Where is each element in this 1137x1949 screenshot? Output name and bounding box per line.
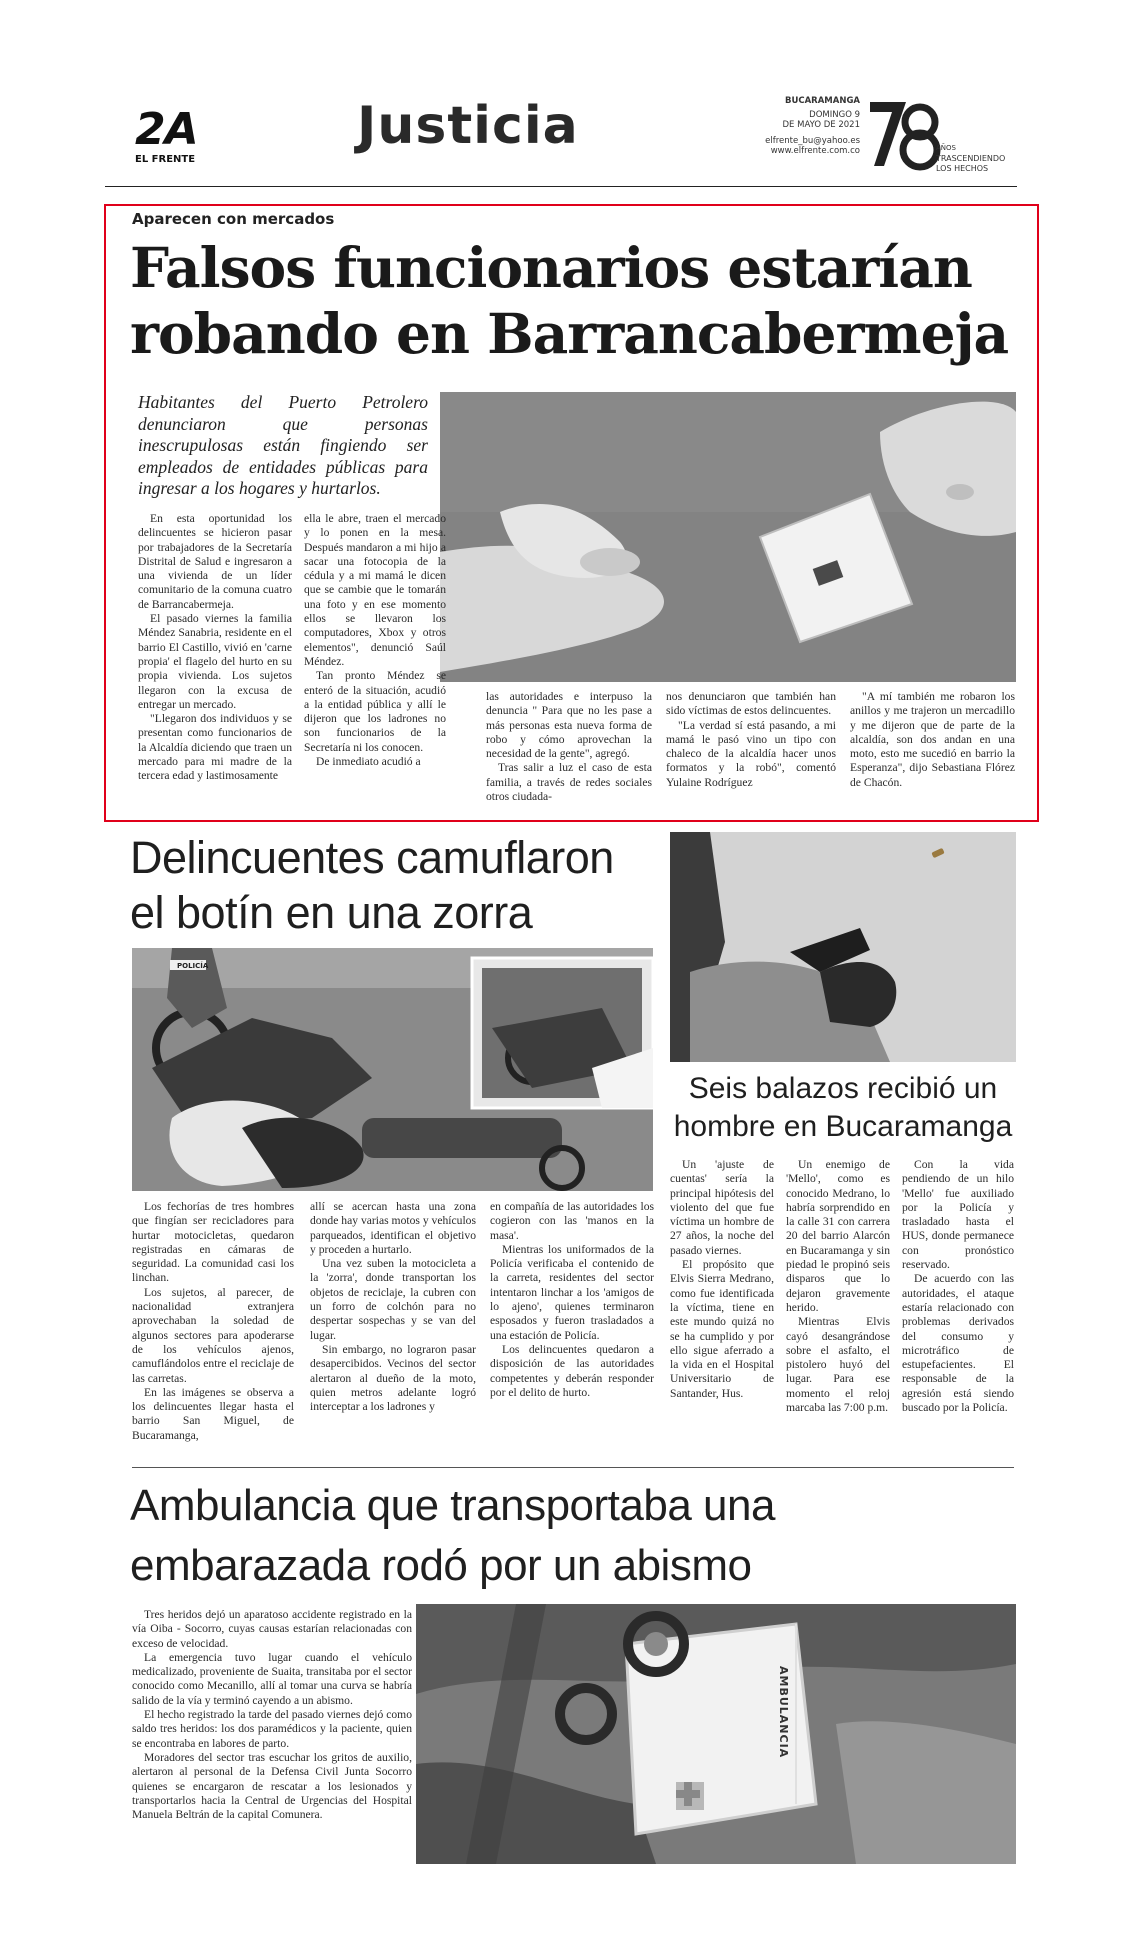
lead-headline-1: Falsos funcionarios estarían <box>130 235 972 300</box>
balazos-column-3 <box>902 1158 1014 1458</box>
balazos-column-1 <box>670 1158 774 1458</box>
balazos-headline-2: hombre en Bucaramanga <box>673 1110 1013 1143</box>
masthead-date-1: DOMINGO 9 <box>809 110 860 120</box>
paper-name: EL FRENTE <box>135 154 196 165</box>
balazos-col2-p1: Un enemigo de 'Mello', como es conocido Medrano, lo habría sorprendido en la calle 31 con carrera 20 del barrio Alarcón en Bucaramanga y sin piedad le propinó seis disparos que lo dejaron gravemente herido. <box>786 1158 890 1314</box>
zorra-photo <box>132 948 653 1191</box>
ambulance-vehicle-text: AMBULANCIA <box>777 1666 790 1759</box>
lead-headline-2: robando en Barrancabermeja <box>130 301 1009 366</box>
balazos-photo-art <box>670 832 1016 1062</box>
section-rule <box>132 1467 1014 1468</box>
lead-col3-p2: Tras salir a luz el caso de esta familia, a través de redes sociales otros ciudada- <box>486 761 652 804</box>
zorra-col1-p1: Los fechorías de tres hombres que fingían ser recicladores para hurtar motocicletas, quedaron registradas en cámaras de seguridad. La comunidad casi los linchan. <box>132 1200 294 1285</box>
zorra-column-3 <box>490 1200 654 1440</box>
lead-column-2 <box>304 512 446 812</box>
masthead-website: www.elfrente.com.co <box>770 146 860 156</box>
section-title: Justicia <box>357 96 579 156</box>
balazos-headline <box>668 1070 1018 1146</box>
balazos-col3-p2: De acuerdo con las autoridades, el ataque estaría relacionado con problemas derivados del consumo y microtráfico de estupefacientes. El responsable de la agresión está siendo buscado por la Policía. <box>902 1272 1014 1415</box>
masthead-city: BUCARAMANGA <box>784 96 860 106</box>
masthead-date-2: DE MAYO DE 2021 <box>782 120 860 130</box>
balazos-col2-p2: Mientras Elvis cayó desangrándose sobre el asfalto, el pistolero huyó del lugar. Para ese momento el reloj marcaba las 7:00 p.m. <box>786 1315 890 1415</box>
lead-deck: Habitantes del Puerto Petrolero denunciaron que personas inescrupulosas están fingiendo ser empleados de entidades públicas para ingresar a los hogares y hurtarlos. <box>138 392 428 498</box>
zorra-photo-label: POLICÍA <box>177 962 209 970</box>
ambulance-p3: El hecho registrado la tarde del pasado viernes dejó como saldo tres heridos: los dos paramédicos y la paciente, quien se encontraba en labores de parto. <box>132 1708 412 1750</box>
balazos-col3-p1: Con la vida pendiendo de un hilo 'Mello' fue auxiliado por la Policía y trasladado hasta el HUS, donde permanece con pronóstico reservado. <box>902 1158 1014 1272</box>
zorra-col3-p3: Los delincuentes quedaron a disposición de las autoridades competentes y deberán responder por el delito de hurto. <box>490 1342 654 1399</box>
lead-col2-p3: De inmediato acudió a <box>316 755 421 769</box>
lead-column-4 <box>666 690 836 814</box>
zorra-col1-p3: En las imágenes se observa a los delincuentes llegar hasta el barrio San Miguel, de Bucaramanga, <box>132 1385 294 1442</box>
zorra-headline <box>130 830 655 940</box>
lead-photo-art <box>440 392 1016 682</box>
lead-col5-p1: "A mí también me robaron los anillos y me trajeron un mercadillo y me dijeron que de parte de la alcaldía, son dos andan en una moto, esto me sucedió en barrio la Esperanza", dijo Sebastiana Flórez de Chacón. <box>850 690 1015 789</box>
ambulance-headline-1: Ambulancia que transportaba una <box>130 1481 775 1530</box>
balazos-column-2 <box>786 1158 890 1458</box>
anniversary-logo <box>866 96 1026 176</box>
balazos-photo <box>670 832 1016 1062</box>
lead-column-5 <box>850 690 1015 814</box>
ambulance-photo <box>416 1604 1016 1864</box>
section-number: 2A <box>135 104 198 155</box>
slogan-line-2: LOS HECHOS <box>936 164 989 173</box>
lead-col4-p1: nos denunciaron que también han sido víctimas de estos delincuentes. <box>666 690 836 718</box>
ambulance-headline <box>130 1476 1020 1596</box>
zorra-col3-p2: Mientras los uniformados de la Policía verificaba el contenido de la carreta, residentes del sector intentaron linchar a los 'amigos de lo ajeno', quienes terminaron esposados y fueron trasladados a una estación de Policía. <box>490 1242 654 1342</box>
lead-column-1 <box>138 512 292 812</box>
zorra-col3-p1: en compañía de las autoridades los cogieron con las 'manos en la masa'. <box>490 1200 654 1242</box>
zorra-col2-p2: Una vez suben la motocicleta a la 'zorra', donde transportan los objetos de reciclaje, la cubren con un forro de colchón para no despertar sospechas y se van del lugar. <box>310 1257 476 1342</box>
masthead-info <box>760 96 860 156</box>
lead-photo <box>440 392 1016 682</box>
zorra-col2-p1: allí se acercan hasta una zona donde hay varias motos y vehículos parqueados, identifican el objetivo y proceden a hurtarlo. <box>310 1200 476 1256</box>
ambulance-p4: Moradores del sector tras escuchar los gritos de auxilio, alertaron al personal de la Defensa Civil Junta Socorro quienes se encargaron de rescatar a los lesionados y transportarlos hacia la Central de Urgencias del Hospital Manuela Beltrán de la capital Comunera. <box>132 1750 412 1822</box>
zorra-headline-2: el botín en una zorra <box>130 887 533 938</box>
lead-col2-p2: Tan pronto Méndez se enteró de la situación, acudió a la entidad pública y allí le dijeron que los ladrones no son funcionarios de la Secretaría ni los conocen. <box>304 669 446 754</box>
zorra-col2-p3: Sin embargo, no lograron pasar desapercibidos. Vecinos del sector alertaron al dueño de la moto, quien metros adelante logró interceptar a los ladrones y <box>310 1342 476 1414</box>
lead-col1-p3: "Llegaron dos individuos y se presentan como funcionarios de la Alcaldía diciendo que traen un mercado para mi madre de la tercera edad y lastimosamente <box>138 712 292 783</box>
balazos-col1-p1: Un 'ajuste de cuentas' sería la principal hipótesis del violento del que fue víctima un hombre de 27 años, la noche del pasado viernes. <box>670 1158 774 1257</box>
zorra-headline-1: Delincuentes camuflaron <box>130 832 614 883</box>
lead-col1-p1: En esta oportunidad los delincuentes se hicieron pasar por trabajadores de la Secretaría Distrital de Salud e ingresaron a una vivienda de un líder comunitario de la comuna cuatro de Barrancabermeja. <box>138 512 292 611</box>
lead-kicker: Aparecen con mercados <box>132 210 335 228</box>
zorra-col1-p2: Los sujetos, al parecer, de nacionalidad extranjera aprovechaban la soledad de algunos sectores para apoderarse de los vehículos ajenos, camuflándolos entre el reciclaje de las carretas. <box>132 1285 294 1385</box>
ambulance-headline-2: embarazada rodó por un abismo <box>130 1541 752 1590</box>
slogan-line-1: TRASCENDIENDO <box>936 154 1006 163</box>
anniversary-unit: AÑOS <box>936 144 956 152</box>
anniversary-emblem <box>866 96 946 172</box>
ambulance-p2: La emergencia tuvo lugar cuando el vehículo medicalizado, proveniente de Suaita, transitaba por el sector conocido como Mecanillo, allí al tomar una curva se habría salido de la vía y terminó cayendo a un abismo. <box>132 1650 412 1707</box>
zorra-photo-art <box>132 948 653 1191</box>
ambulance-p1: Tres heridos dejó un aparatoso accidente registrado en la vía Oiba - Socorro, cuyas causas estarían relacionadas con exceso de velocidad. <box>132 1608 412 1650</box>
lead-column-3 <box>486 690 652 814</box>
balazos-col1-p2: El propósito que Elvis Sierra Medrano, como fue identificada la víctima, tiene en este mundo quizá no se ha cumplido y por ello sigue aferrado a la vida en el Hospital Universitario de Santander, Hus. <box>670 1258 774 1400</box>
balazos-headline-1: Seis balazos recibió un <box>688 1072 998 1105</box>
ambulance-body <box>132 1608 412 1868</box>
lead-col3-p1: las autoridades e interpuso la denuncia " Para que no les pase a más personas esta nueva forma de robo y cómo aprovechan la necesidad de la gente", agregó. <box>486 690 652 761</box>
lead-col2-p1: ella le abre, traen el mercado y lo ponen en la mesa. Después mandaron a mi hijo a sacar una fotocopia de la cédula y a mi mamá le dicen que se cambie que le tomarán una foto y en ese momento ellos se llevaron los computadores, Xbox y otros elementos", denunció Saúl Méndez. <box>304 512 446 668</box>
lead-col4-p2: "La verdad sí está pasando, a mi mamá le pasó vino un tipo con chaleco de la alcaldía hacer unos formatos y la robó", comentó Yulaine Rodríguez <box>666 718 836 789</box>
zorra-column-2 <box>310 1200 476 1440</box>
zorra-column-1 <box>132 1200 294 1440</box>
ambulance-photo-art <box>416 1604 1016 1864</box>
masthead-email: elfrente_bu@yahoo.es <box>765 136 860 146</box>
lead-col1-p2: El pasado viernes la familia Méndez Sanabria, residente en el barrio El Castillo, vivió en 'carne propia' el flagelo del hurto en su propia vivienda. Los sujetos llegaron con la excusa de entregar un mercado. <box>138 612 292 711</box>
masthead-rule <box>105 186 1017 187</box>
